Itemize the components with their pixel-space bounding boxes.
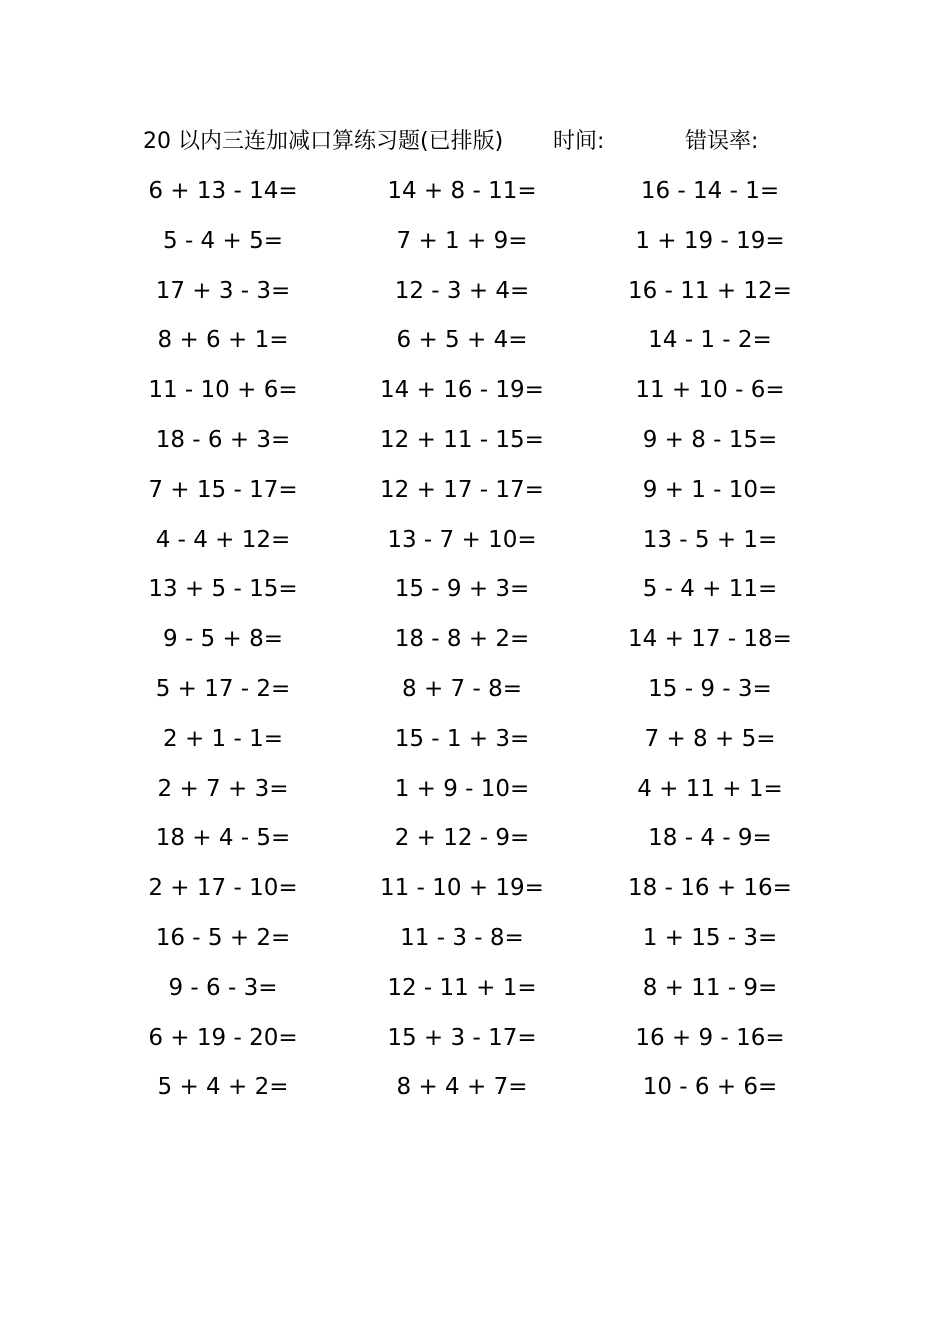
arithmetic-problem: 1 + 19 - 19= bbox=[635, 227, 785, 254]
problem-row bbox=[0, 718, 950, 768]
arithmetic-problem: 11 - 10 + 19= bbox=[380, 875, 544, 902]
arithmetic-problem: 14 + 17 - 18= bbox=[628, 626, 792, 653]
problem-row bbox=[0, 867, 950, 917]
arithmetic-problem: 9 + 8 - 15= bbox=[642, 426, 778, 453]
arithmetic-problem: 2 + 12 - 9= bbox=[394, 825, 530, 852]
problem-row bbox=[0, 618, 950, 668]
problem-grid bbox=[0, 170, 950, 1116]
problem-row bbox=[0, 967, 950, 1017]
arithmetic-problem: 1 + 15 - 3= bbox=[642, 924, 778, 951]
arithmetic-problem: 11 + 10 - 6= bbox=[635, 377, 785, 404]
problem-row bbox=[0, 220, 950, 270]
arithmetic-problem: 2 + 7 + 3= bbox=[157, 775, 289, 802]
arithmetic-problem: 1 + 9 - 10= bbox=[394, 775, 530, 802]
arithmetic-problem: 13 + 5 - 15= bbox=[148, 576, 298, 603]
arithmetic-problem: 12 + 17 - 17= bbox=[380, 476, 544, 503]
problem-row bbox=[0, 1017, 950, 1067]
problem-row bbox=[0, 519, 950, 569]
arithmetic-problem: 4 + 11 + 1= bbox=[637, 775, 783, 802]
problem-row bbox=[0, 917, 950, 967]
arithmetic-problem: 9 - 6 - 3= bbox=[168, 974, 278, 1001]
time-label: 时间: bbox=[553, 129, 605, 154]
problem-row bbox=[0, 668, 950, 718]
error-rate-label: 错误率: bbox=[685, 129, 759, 154]
arithmetic-problem: 7 + 15 - 17= bbox=[148, 476, 298, 503]
arithmetic-problem: 9 + 1 - 10= bbox=[642, 476, 778, 503]
arithmetic-problem: 18 + 4 - 5= bbox=[155, 825, 291, 852]
arithmetic-problem: 2 + 17 - 10= bbox=[148, 875, 298, 902]
arithmetic-problem: 8 + 11 - 9= bbox=[642, 974, 778, 1001]
arithmetic-problem: 8 + 4 + 7= bbox=[396, 1074, 528, 1101]
arithmetic-problem: 18 - 4 - 9= bbox=[648, 825, 772, 852]
arithmetic-problem: 7 + 8 + 5= bbox=[644, 725, 776, 752]
problem-row bbox=[0, 170, 950, 220]
problem-row bbox=[0, 1066, 950, 1116]
arithmetic-problem: 16 - 14 - 1= bbox=[640, 178, 780, 204]
problem-row bbox=[0, 319, 950, 369]
worksheet-header bbox=[143, 124, 843, 160]
problem-row bbox=[0, 568, 950, 618]
problem-row bbox=[0, 419, 950, 469]
arithmetic-problem: 10 - 6 + 6= bbox=[642, 1074, 778, 1101]
problem-row bbox=[0, 369, 950, 419]
arithmetic-problem: 6 + 13 - 14= bbox=[148, 178, 298, 204]
arithmetic-problem: 8 + 6 + 1= bbox=[157, 327, 289, 354]
arithmetic-problem: 6 + 5 + 4= bbox=[396, 327, 528, 354]
arithmetic-problem: 11 - 10 + 6= bbox=[148, 377, 298, 404]
arithmetic-problem: 12 - 3 + 4= bbox=[394, 277, 530, 304]
arithmetic-problem: 15 - 9 - 3= bbox=[648, 675, 772, 702]
problem-row bbox=[0, 768, 950, 818]
arithmetic-problem: 15 + 3 - 17= bbox=[387, 1024, 537, 1051]
arithmetic-problem: 15 - 9 + 3= bbox=[394, 576, 530, 603]
arithmetic-problem: 16 - 5 + 2= bbox=[155, 924, 291, 951]
arithmetic-problem: 11 - 3 - 8= bbox=[400, 924, 524, 951]
arithmetic-problem: 12 - 11 + 1= bbox=[387, 974, 537, 1001]
arithmetic-problem: 5 - 4 + 11= bbox=[642, 576, 778, 603]
arithmetic-problem: 8 + 7 - 8= bbox=[402, 675, 522, 702]
problem-row bbox=[0, 270, 950, 320]
arithmetic-problem: 15 - 1 + 3= bbox=[394, 725, 530, 752]
arithmetic-problem: 17 + 3 - 3= bbox=[155, 277, 291, 304]
arithmetic-problem: 6 + 19 - 20= bbox=[148, 1024, 298, 1051]
arithmetic-problem: 5 + 17 - 2= bbox=[155, 675, 291, 702]
arithmetic-problem: 7 + 1 + 9= bbox=[396, 227, 528, 254]
arithmetic-problem: 13 - 7 + 10= bbox=[387, 526, 537, 553]
arithmetic-problem: 2 + 1 - 1= bbox=[163, 725, 283, 752]
arithmetic-problem: 16 + 9 - 16= bbox=[635, 1024, 785, 1051]
problem-row bbox=[0, 469, 950, 519]
arithmetic-problem: 14 + 16 - 19= bbox=[380, 377, 544, 404]
arithmetic-problem: 18 - 16 + 16= bbox=[628, 875, 792, 902]
arithmetic-problem: 9 - 5 + 8= bbox=[163, 626, 283, 653]
arithmetic-problem: 4 - 4 + 12= bbox=[155, 526, 291, 553]
arithmetic-problem: 18 - 8 + 2= bbox=[394, 626, 530, 653]
arithmetic-problem: 5 + 4 + 2= bbox=[157, 1074, 289, 1101]
arithmetic-problem: 5 - 4 + 5= bbox=[163, 227, 283, 254]
arithmetic-problem: 12 + 11 - 15= bbox=[380, 426, 544, 453]
worksheet-title: 20 以内三连加减口算练习题(已排版) bbox=[143, 129, 504, 154]
arithmetic-problem: 14 - 1 - 2= bbox=[648, 327, 772, 354]
arithmetic-problem: 14 + 8 - 11= bbox=[387, 178, 537, 204]
arithmetic-problem: 13 - 5 + 1= bbox=[642, 526, 778, 553]
arithmetic-problem: 16 - 11 + 12= bbox=[628, 277, 792, 304]
problem-row bbox=[0, 817, 950, 867]
arithmetic-problem: 18 - 6 + 3= bbox=[155, 426, 291, 453]
